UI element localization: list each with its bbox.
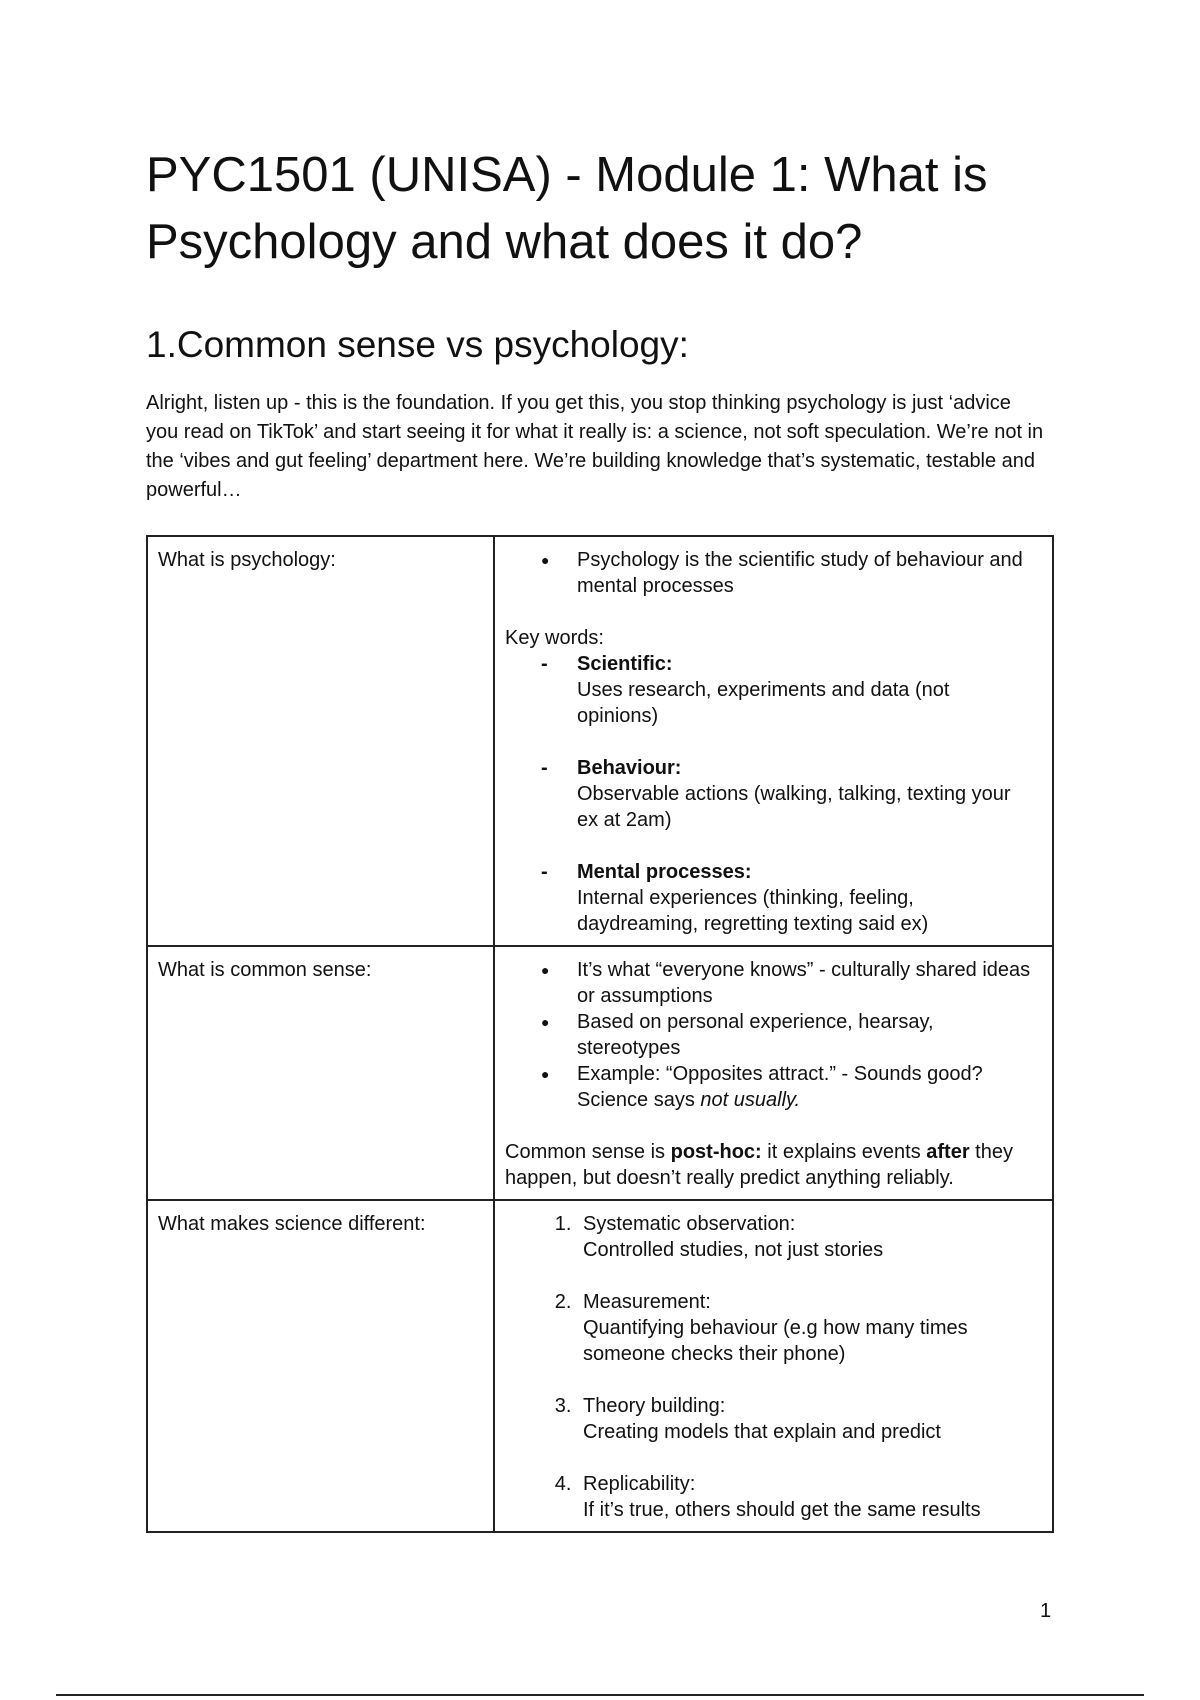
key-word-desc: Internal experiences (thinking, feeling, daydreaming, regretting texting said ex) bbox=[577, 887, 929, 935]
row-label: What is common sense: bbox=[147, 946, 494, 1200]
step-desc: Quantifying behaviour (e.g how many times someone checks their phone) bbox=[583, 1317, 968, 1365]
summary-text: it explains events bbox=[761, 1141, 927, 1163]
bullet-item: ● Based on personal experience, hearsay, stereotypes bbox=[577, 1009, 1034, 1061]
bullet-item: ● Psychology is the scientific study of behaviour and mental processes bbox=[577, 547, 1034, 599]
key-words-label: Key words: bbox=[505, 627, 604, 649]
key-words-list bbox=[505, 651, 1034, 937]
example-text: Example: “Opposites attract.” - Sounds good? Science says bbox=[577, 1063, 983, 1111]
notes-table bbox=[146, 535, 1054, 1533]
summary-bold: post-hoc: bbox=[670, 1141, 762, 1163]
example-emphasis: not usually. bbox=[700, 1089, 801, 1111]
row-content bbox=[494, 536, 1053, 946]
row-content bbox=[494, 1200, 1053, 1532]
table-row bbox=[147, 946, 1053, 1200]
list-item bbox=[577, 1289, 1034, 1367]
key-word-term: - Mental processes: bbox=[577, 861, 752, 883]
list-item bbox=[577, 1471, 1034, 1523]
key-word-term: - Scientific: bbox=[577, 653, 673, 675]
table-row bbox=[147, 536, 1053, 946]
step-title: 4. Replicability: bbox=[583, 1473, 696, 1495]
page-title: PYC1501 (UNISA) - Module 1: What is Psychology and what does it do? bbox=[146, 148, 988, 269]
list-item bbox=[577, 1211, 1034, 1263]
step-title: 2. Measurement: bbox=[583, 1291, 711, 1313]
step-desc: If it’s true, others should get the same results bbox=[583, 1499, 981, 1521]
bullet-list bbox=[505, 957, 1034, 1113]
row-label: What makes science different: bbox=[147, 1200, 494, 1532]
row-content bbox=[494, 946, 1053, 1200]
key-word-desc: Observable actions (walking, talking, texting your ex at 2am) bbox=[577, 783, 1011, 831]
footer-divider bbox=[56, 1694, 1144, 1696]
step-title: 3. Theory building: bbox=[583, 1395, 726, 1417]
summary-bold: after bbox=[926, 1141, 970, 1163]
common-sense-summary bbox=[505, 1139, 1034, 1191]
numbered-list bbox=[505, 1211, 1034, 1523]
row-label: What is psychology: bbox=[147, 536, 494, 946]
bullet-list bbox=[505, 547, 1034, 599]
bullet-item bbox=[577, 1061, 1034, 1113]
list-item bbox=[577, 1393, 1034, 1445]
section-heading: 1.Common sense vs psychology: bbox=[146, 324, 689, 365]
step-desc: Controlled studies, not just stories bbox=[583, 1239, 884, 1261]
page-number: 1 bbox=[1040, 1600, 1052, 1622]
bullet-item: ● It’s what “everyone knows” - culturally shared ideas or assumptions bbox=[577, 957, 1034, 1009]
summary-text: they happen, but doesn’t really predict anything reliably. bbox=[505, 1141, 1013, 1189]
intro-paragraph: Alright, listen up - this is the foundation. If you get this, you stop thinking psychology is just ‘advice you read on TikTok’ and start seeing it for what it really is: a science, not soft speculation. We’re not in the ‘vibes and gut feeling’ department here. We’re building knowledge that’s systematic, testable and powerful… bbox=[146, 392, 1044, 501]
list-item bbox=[577, 651, 1034, 729]
list-item bbox=[577, 755, 1034, 833]
list-item bbox=[577, 859, 1034, 937]
key-word-term: - Behaviour: bbox=[577, 757, 682, 779]
table-row bbox=[147, 1200, 1053, 1532]
summary-text: Common sense is bbox=[505, 1141, 671, 1163]
step-title: 1. Systematic observation: bbox=[583, 1213, 796, 1235]
key-word-desc: Uses research, experiments and data (not opinions) bbox=[577, 679, 950, 727]
step-desc: Creating models that explain and predict bbox=[583, 1421, 941, 1443]
